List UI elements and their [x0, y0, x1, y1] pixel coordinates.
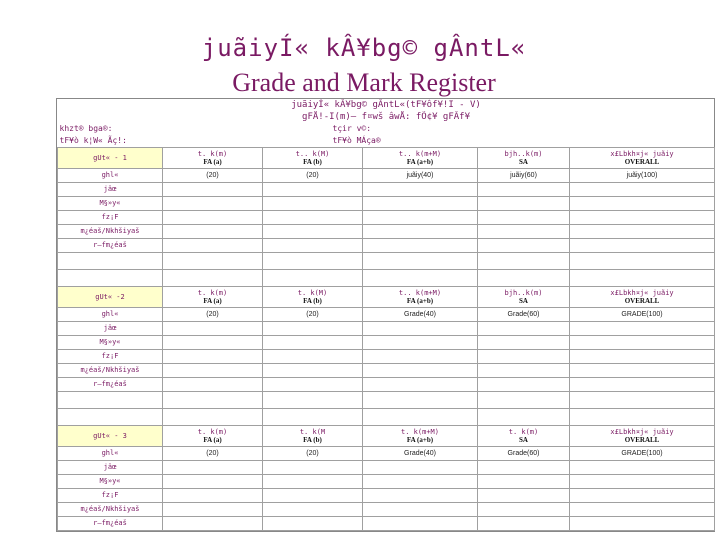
max-mark-cell: [263, 308, 363, 322]
mark-entry-cell[interactable]: [478, 239, 570, 253]
column-header-english: FA (a): [203, 297, 222, 305]
header-line-a: juãiyÍ« kÂ¥bg© gÂntL«(tF¥ôf¥!I - V): [291, 100, 481, 110]
column-header-tamil: t. k(m): [197, 428, 228, 436]
column-header: [263, 426, 363, 447]
subject-row: [58, 239, 715, 253]
subject-label: [58, 447, 163, 461]
column-header: [363, 426, 478, 447]
subject-label: [58, 239, 163, 253]
subject-label-text: r—fm¿éaš: [93, 241, 127, 249]
mark-entry-cell[interactable]: [363, 239, 478, 253]
mark-entry-cell[interactable]: [570, 517, 715, 531]
max-mark-text: Grade(60): [507, 310, 540, 318]
mark-entry-cell[interactable]: [570, 489, 715, 503]
register-table: [57, 99, 715, 531]
mark-entry-cell[interactable]: [263, 475, 363, 489]
spacer-cell: [478, 253, 570, 270]
column-header-english: FA (b): [303, 297, 322, 305]
mark-entry-cell[interactable]: [363, 461, 478, 475]
spacer-cell: [570, 409, 715, 426]
column-header: [478, 426, 570, 447]
subject-row: [58, 225, 715, 239]
column-header-english: FA (a): [203, 436, 222, 444]
mark-entry-cell[interactable]: [163, 336, 263, 350]
mark-entry-cell[interactable]: [363, 517, 478, 531]
sections-body: [58, 148, 715, 531]
mark-entry-cell[interactable]: [478, 461, 570, 475]
mark-entry-cell[interactable]: [570, 378, 715, 392]
subject-row: [58, 169, 715, 183]
mark-entry-cell[interactable]: [263, 350, 363, 364]
max-mark-text: Grade(40): [404, 310, 436, 318]
mark-entry-cell[interactable]: [163, 239, 263, 253]
mark-entry-cell[interactable]: [570, 239, 715, 253]
subject-label-text: ghl«: [101, 449, 119, 457]
mark-entry-cell[interactable]: [570, 503, 715, 517]
max-mark-cell: [363, 308, 478, 322]
spacer-cell: [163, 392, 263, 409]
subject-label: [58, 364, 163, 378]
subject-label-text: fz¡F: [101, 352, 119, 360]
mark-entry-cell[interactable]: [363, 364, 478, 378]
mark-entry-cell[interactable]: [263, 322, 363, 336]
mark-entry-cell[interactable]: [478, 183, 570, 197]
column-header-tamil: bjh..k(m): [504, 289, 543, 297]
column-header: [570, 148, 715, 169]
mark-entry-cell[interactable]: [478, 211, 570, 225]
subject-label-text: m¿éaš/Nkhšiyaš: [80, 227, 140, 235]
column-header: [478, 148, 570, 169]
column-header-english: SA: [519, 297, 528, 305]
column-header: [363, 148, 478, 169]
subject-label-text: jäœ: [103, 185, 117, 193]
column-header-english: FA (a): [203, 158, 222, 166]
term-header-row: [58, 148, 715, 169]
max-mark-cell: [163, 447, 263, 461]
subject-row: [58, 350, 715, 364]
mark-entry-cell[interactable]: [478, 503, 570, 517]
column-header-tamil: t.. k(m+M): [398, 150, 442, 158]
mark-entry-cell[interactable]: [478, 350, 570, 364]
max-mark-cell: [163, 169, 263, 183]
subject-label: [58, 197, 163, 211]
mark-entry-cell[interactable]: [263, 461, 363, 475]
max-mark-text: Grade(40): [404, 449, 436, 457]
column-header-english: FA (a+b): [406, 297, 434, 305]
max-mark-text: juãiy(100): [626, 171, 658, 179]
term-name: [58, 148, 163, 169]
spacer-cell: [363, 270, 478, 287]
mark-entry-cell[interactable]: [263, 225, 363, 239]
subject-label-text: ghl«: [101, 310, 119, 318]
subject-row: [58, 517, 715, 531]
subject-label: [58, 336, 163, 350]
mark-entry-cell[interactable]: [363, 489, 478, 503]
subject-label-text: jäœ: [103, 463, 117, 471]
spacer-cell: [263, 409, 363, 426]
column-header-english: SA: [519, 158, 528, 166]
spacer-cell: [570, 392, 715, 409]
mark-entry-cell[interactable]: [570, 183, 715, 197]
spacer-cell: [263, 253, 363, 270]
subject-label: [58, 517, 163, 531]
subject-row: [58, 364, 715, 378]
subject-row: [58, 489, 715, 503]
column-header: [478, 287, 570, 308]
mark-entry-cell[interactable]: [363, 378, 478, 392]
mark-entry-cell[interactable]: [570, 225, 715, 239]
register-header: [58, 99, 715, 148]
subject-label: [58, 378, 163, 392]
term-name-text: gUt« - 3: [93, 431, 127, 440]
spacer-cell: [58, 392, 163, 409]
column-header-tamil: x£Lbkh¤j« juãiy: [610, 428, 674, 436]
subject-row: [58, 447, 715, 461]
mark-entry-cell[interactable]: [163, 378, 263, 392]
mark-entry-cell[interactable]: [163, 183, 263, 197]
subject-label-text: M§»y«: [99, 338, 121, 346]
register-sheet: [56, 98, 715, 532]
mark-entry-cell[interactable]: [163, 197, 263, 211]
title-tamil: juãiyÍ« kÂ¥bg© gÂntL«: [201, 34, 527, 62]
max-mark-cell: [478, 447, 570, 461]
mark-entry-cell[interactable]: [363, 336, 478, 350]
max-mark-cell: [570, 447, 715, 461]
spacer-cell: [478, 392, 570, 409]
max-mark-cell: [478, 169, 570, 183]
term-name-text: gUt« - 1: [93, 153, 127, 162]
column-header: [163, 426, 263, 447]
column-header-tamil: t.. k(M): [295, 150, 330, 158]
class-teacher-label: tF¥ò MÁça®: [332, 136, 381, 145]
spacer-row: [58, 270, 715, 287]
max-mark-cell: [570, 169, 715, 183]
column-header: [163, 287, 263, 308]
spacer-cell: [363, 409, 478, 426]
subject-label-text: ghl«: [101, 171, 119, 179]
subject-label-text: m¿éaš/Nkhšiyaš: [80, 366, 140, 374]
spacer-cell: [163, 409, 263, 426]
mark-entry-cell[interactable]: [570, 197, 715, 211]
max-mark-text: (20): [306, 171, 319, 179]
spacer-cell: [163, 253, 263, 270]
subject-row: [58, 211, 715, 225]
class-label: tF¥ò k¦W« Ãç!:: [59, 136, 127, 145]
mark-entry-cell[interactable]: [478, 336, 570, 350]
mark-entry-cell[interactable]: [363, 197, 478, 211]
term-name: [58, 287, 163, 308]
mark-entry-cell[interactable]: [163, 503, 263, 517]
mark-entry-cell[interactable]: [570, 211, 715, 225]
max-mark-text: (20): [206, 171, 219, 179]
max-mark-text: Grade(60): [507, 449, 540, 457]
column-header-tamil: t. k(m): [508, 428, 539, 436]
column-header-english: FA (a+b): [406, 436, 434, 444]
subject-label-text: M§»y«: [99, 199, 121, 207]
column-header-tamil: t. k(m+M): [401, 428, 439, 436]
header-line-b: gFÅ!-I(m)– f¤wš âwÅ: fÕ¢¥ gFÂf¥: [302, 112, 471, 122]
mark-entry-cell[interactable]: [163, 461, 263, 475]
subject-row: [58, 475, 715, 489]
column-header-english: FA (b): [303, 436, 322, 444]
subject-label: [58, 322, 163, 336]
mark-entry-cell[interactable]: [263, 364, 363, 378]
subject-row: [58, 336, 715, 350]
term-header-row: [58, 287, 715, 308]
subject-label-text: r—fm¿éaš: [93, 519, 127, 527]
roll-number-label: tçir v©:: [332, 124, 372, 133]
mark-entry-cell[interactable]: [263, 211, 363, 225]
column-header-english: OVERALL: [624, 297, 660, 305]
max-mark-text: GRADE(100): [621, 449, 663, 457]
mark-entry-cell[interactable]: [478, 475, 570, 489]
column-header: [163, 148, 263, 169]
mark-entry-cell[interactable]: [263, 489, 363, 503]
mark-entry-cell[interactable]: [570, 322, 715, 336]
mark-entry-cell[interactable]: [478, 489, 570, 503]
spacer-row: [58, 409, 715, 426]
max-mark-text: (20): [206, 449, 219, 457]
term-header-row: [58, 426, 715, 447]
mark-entry-cell[interactable]: [163, 211, 263, 225]
max-mark-cell: [363, 169, 478, 183]
max-mark-text: GRADE(100): [621, 310, 663, 318]
subject-row: [58, 322, 715, 336]
subject-label: [58, 225, 163, 239]
subject-label: [58, 183, 163, 197]
max-mark-cell: [478, 308, 570, 322]
spacer-cell: [263, 270, 363, 287]
mark-entry-cell[interactable]: [363, 225, 478, 239]
mark-entry-cell[interactable]: [263, 197, 363, 211]
column-header-tamil: x£Lbkh¤j« juãiy: [610, 289, 674, 297]
subject-label: [58, 211, 163, 225]
mark-entry-cell[interactable]: [478, 197, 570, 211]
subject-row: [58, 183, 715, 197]
subject-label: [58, 461, 163, 475]
mark-entry-cell[interactable]: [263, 517, 363, 531]
mark-entry-cell[interactable]: [163, 350, 263, 364]
title-english: Grade and Mark Register: [232, 68, 496, 97]
subject-row: [58, 461, 715, 475]
column-header-english: OVERALL: [624, 436, 660, 444]
subject-label-text: fz¡F: [101, 213, 119, 221]
mark-entry-cell[interactable]: [570, 475, 715, 489]
column-header-tamil: t. k(M): [297, 289, 328, 297]
subject-label: [58, 489, 163, 503]
mark-entry-cell[interactable]: [363, 503, 478, 517]
spacer-cell: [478, 409, 570, 426]
mark-entry-cell[interactable]: [163, 225, 263, 239]
subject-label: [58, 503, 163, 517]
mark-entry-cell[interactable]: [163, 517, 263, 531]
column-header-tamil: x£Lbkh¤j« juãiy: [610, 150, 674, 158]
subject-label-text: jäœ: [103, 324, 117, 332]
column-header-tamil: t.. k(m+M): [398, 289, 442, 297]
mark-entry-cell[interactable]: [478, 364, 570, 378]
term-name: [58, 426, 163, 447]
mark-entry-cell[interactable]: [363, 211, 478, 225]
spacer-cell: [570, 270, 715, 287]
max-mark-cell: [263, 169, 363, 183]
max-mark-cell: [263, 447, 363, 461]
column-header: [263, 287, 363, 308]
column-header-tamil: bjh..k(m): [504, 150, 543, 158]
subject-label: [58, 308, 163, 322]
mark-entry-cell[interactable]: [163, 489, 263, 503]
column-header-english: FA (a+b): [406, 158, 434, 166]
subject-label-text: m¿éaš/Nkhšiyaš: [80, 505, 140, 513]
mark-entry-cell[interactable]: [363, 475, 478, 489]
spacer-cell: [58, 409, 163, 426]
mark-entry-cell[interactable]: [570, 350, 715, 364]
mark-entry-cell[interactable]: [163, 364, 263, 378]
max-mark-cell: [163, 308, 263, 322]
spacer-cell: [163, 270, 263, 287]
mark-entry-cell[interactable]: [363, 183, 478, 197]
spacer-row: [58, 253, 715, 270]
mark-entry-cell[interactable]: [263, 503, 363, 517]
subject-label-text: r—fm¿éaš: [93, 380, 127, 388]
subject-label-text: fz¡F: [101, 491, 119, 499]
mark-entry-cell[interactable]: [163, 322, 263, 336]
max-mark-cell: [570, 308, 715, 322]
mark-entry-cell[interactable]: [363, 350, 478, 364]
mark-entry-cell[interactable]: [263, 378, 363, 392]
subject-label: [58, 169, 163, 183]
column-header-tamil: t. k(m): [197, 289, 228, 297]
column-header-tamil: t. k(M: [299, 428, 326, 436]
subject-row: [58, 503, 715, 517]
mark-entry-cell[interactable]: [570, 461, 715, 475]
column-header-english: SA: [519, 436, 528, 444]
max-mark-text: (20): [206, 310, 219, 318]
mark-entry-cell[interactable]: [478, 225, 570, 239]
spacer-cell: [363, 392, 478, 409]
subject-row: [58, 197, 715, 211]
max-mark-text: (20): [306, 310, 319, 318]
mark-entry-cell[interactable]: [570, 364, 715, 378]
max-mark-text: juãiy(40): [406, 171, 434, 179]
subject-row: [58, 308, 715, 322]
spacer-cell: [58, 270, 163, 287]
mark-entry-cell[interactable]: [478, 517, 570, 531]
column-header-tamil: t. k(m): [197, 150, 228, 158]
subject-label-text: M§»y«: [99, 477, 121, 485]
spacer-cell: [478, 270, 570, 287]
mark-entry-cell[interactable]: [478, 322, 570, 336]
mark-entry-cell[interactable]: [163, 475, 263, 489]
subject-label: [58, 350, 163, 364]
subject-label: [58, 475, 163, 489]
mark-entry-cell[interactable]: [570, 336, 715, 350]
column-header: [263, 148, 363, 169]
mark-entry-cell[interactable]: [263, 239, 363, 253]
column-header-english: FA (b): [303, 158, 322, 166]
max-mark-text: (20): [306, 449, 319, 457]
column-header: [570, 426, 715, 447]
mark-entry-cell[interactable]: [263, 336, 363, 350]
max-mark-text: juãiy(60): [510, 171, 537, 179]
spacer-cell: [363, 253, 478, 270]
subject-row: [58, 378, 715, 392]
spacer-cell: [570, 253, 715, 270]
column-header-english: OVERALL: [624, 158, 660, 166]
mark-entry-cell[interactable]: [478, 378, 570, 392]
mark-entry-cell[interactable]: [263, 183, 363, 197]
term-name-text: gUt« -2: [95, 292, 125, 301]
column-header: [363, 287, 478, 308]
student-name-label: khzt® bga®:: [59, 124, 113, 133]
spacer-cell: [58, 253, 163, 270]
max-mark-cell: [363, 447, 478, 461]
mark-entry-cell[interactable]: [363, 322, 478, 336]
spacer-cell: [263, 392, 363, 409]
column-header: [570, 287, 715, 308]
spacer-row: [58, 392, 715, 409]
